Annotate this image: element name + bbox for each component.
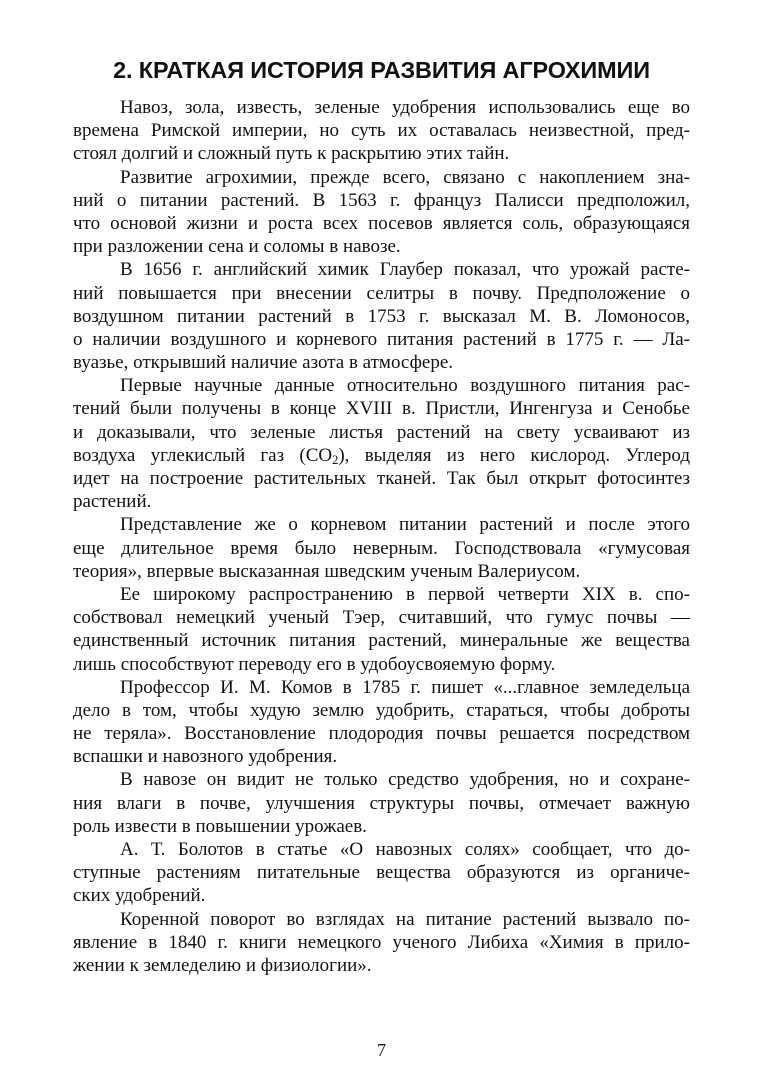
text-line: идет на построение растительных тканей. Так был открыт фотосинтез (73, 468, 690, 489)
text-line: о наличии воздушного и корневого питания растений в 1775 г. — Ла- (73, 328, 690, 350)
text-line: Ее широкому распространению в первой четверти XIX в. спо- (120, 583, 690, 605)
page-number: 7 (377, 1040, 386, 1060)
text-line: вспашки и навозного удобрения. (73, 746, 338, 768)
chapter-title: 2. КРАТКАЯ ИСТОРИЯ РАЗВИТИЯ АГРОХИМИИ (113, 57, 650, 83)
text-line: явление в 1840 г. книги немецкого ученого Либиха «Химия в прило- (73, 931, 690, 953)
text-line: ний повышается при внесении селитры в почву. Предположение о (73, 282, 690, 304)
text-line: В 1656 г. английский химик Глаубер показал, что урожай расте- (120, 259, 690, 281)
text-line: ния влаги в почве, улучшения структуры почвы, отмечает важную (73, 792, 690, 814)
text-line: единственный источник питания растений, минеральные же вещества (73, 630, 690, 652)
text-line: дело в том, чтобы худую землю удобрить, стараться, чтобы доброты (73, 699, 690, 721)
text-line: А. Т. Болотов в статье «О навозных солях» сообщает, что до- (120, 839, 690, 860)
text-line: воздушном питании растений в 1753 г. высказал М. В. Ломоносов, (73, 305, 690, 327)
text-fragment: ), выделяя из него кислород. Углерод (338, 444, 691, 466)
text-line: роль извести в повышении урожаев. (73, 815, 367, 837)
text-line: что основой жизни и роста всех посевов является соль, образующаяся (73, 212, 690, 234)
text-line: растений. (73, 491, 152, 513)
chapter-body (73, 96, 690, 977)
text-line: времена Римской империи, но суть их оставалась неизвестной, пред- (73, 120, 690, 142)
text-line: тений были получены в конце XVIII в. Пристли, Ингенгуза и Сенобье (73, 398, 690, 420)
text-line: лишь способствуют переводу его в удобоусвояемую форму. (73, 653, 556, 675)
text-line: Навоз, зола, известь, зеленые удобрения использовались еще во (120, 97, 690, 118)
text-line: В навозе он видит не только средство удобрения, но и сохране- (120, 769, 690, 791)
subscript-2: 2 (332, 452, 339, 467)
text-line: Профессор И. М. Комов в 1785 г. пишет «...главное земледельца (120, 676, 690, 698)
text-line: ний о питании растений. В 1563 г. француз Палисси предположил, (73, 189, 690, 211)
text-line: теория», впервые высказанная шведским ученым Валериусом. (73, 560, 581, 582)
text-line: Развитие агрохимии, прежде всего, связано с накоплением зна- (120, 166, 690, 188)
text-line: Коренной поворот во взглядах на питание растений вызвало по- (120, 908, 690, 930)
text-line: ских удобрений. (73, 885, 206, 907)
text-line: не теряла». Восстановление плодородия почвы решается посредством (73, 723, 690, 745)
text-line: и доказывали, что зеленые листья растений на свету усваивают из (73, 421, 690, 443)
text-line: еще длительное время было неверным. Господствовала «гумусовая (73, 537, 690, 559)
text-line: жении к земледелию и физиологии». (73, 954, 372, 976)
text-line: Представление же о корневом питании растений и после этого (120, 514, 690, 536)
text-line: стоял долгий и сложный путь к раскрытию этих тайн. (73, 143, 510, 165)
text-line: собствовал немецкий ученый Тэер, считавший, что гумус почвы — (73, 607, 690, 629)
text-fragment: воздуха углекислый газ (CO (73, 444, 333, 466)
text-line (73, 444, 690, 467)
text-line: при разложении сена и соломы в навозе. (73, 236, 401, 258)
text-line: Первые научные данные относительно воздушного питания рас- (120, 375, 690, 397)
text-line: вуазье, открывший наличие азота в атмосфере. (73, 352, 454, 374)
text-line: ступные растениям питательные вещества образуются из органиче- (73, 862, 690, 884)
